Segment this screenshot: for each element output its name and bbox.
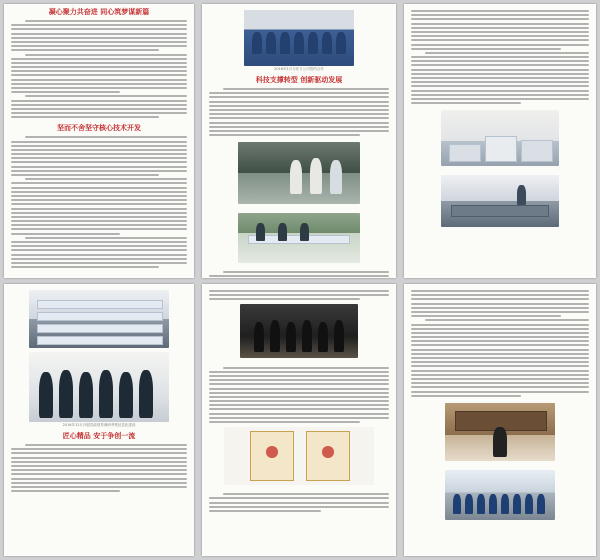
photo-caption: 2016年1月与东方公司签约合作 xyxy=(274,67,324,71)
production-line-photo xyxy=(441,175,559,227)
body-text xyxy=(11,136,187,268)
photo-caption xyxy=(404,462,596,467)
team-photo xyxy=(445,470,555,520)
page-4 xyxy=(4,284,194,556)
body-text xyxy=(411,10,589,104)
section-heading: 凝心聚力共奋进 同心筑梦谋新篇 xyxy=(48,8,150,16)
photo-caption xyxy=(202,205,396,210)
certificates-photo xyxy=(224,427,374,485)
photo-caption xyxy=(404,228,596,233)
body-text xyxy=(209,88,389,136)
photo-caption: 2016年12月开展党政领导调研考察信息化建设 xyxy=(62,423,136,427)
workshop-photo xyxy=(238,213,360,263)
photo-caption xyxy=(202,359,396,364)
photo-caption xyxy=(404,521,596,526)
photo-caption xyxy=(202,486,396,491)
page-2 xyxy=(202,4,396,278)
factory-photo xyxy=(238,142,360,204)
page-1 xyxy=(4,4,194,278)
page-6 xyxy=(404,284,596,556)
group-photo xyxy=(244,10,354,66)
products-photo xyxy=(29,290,169,348)
body-text xyxy=(11,444,187,492)
office-photo xyxy=(445,403,555,461)
page-3 xyxy=(404,4,596,278)
photo-caption xyxy=(202,264,396,269)
photo-caption xyxy=(404,167,596,172)
equipment-photo xyxy=(441,110,559,166)
section-heading: 坚而不舍坚守核心技术开发 xyxy=(57,124,141,133)
body-text xyxy=(209,493,389,512)
section-heading: 科技支撑转型 创新驱动发展 xyxy=(255,76,343,84)
body-text xyxy=(209,290,389,300)
section-heading: 匠心精品 安于争创一流 xyxy=(62,432,136,440)
page-5 xyxy=(202,284,396,556)
body-text xyxy=(209,367,389,423)
ceremony-photo xyxy=(240,304,358,358)
delegation-photo xyxy=(29,352,169,422)
body-text xyxy=(11,20,187,118)
body-text xyxy=(411,290,589,397)
body-text xyxy=(209,271,389,278)
